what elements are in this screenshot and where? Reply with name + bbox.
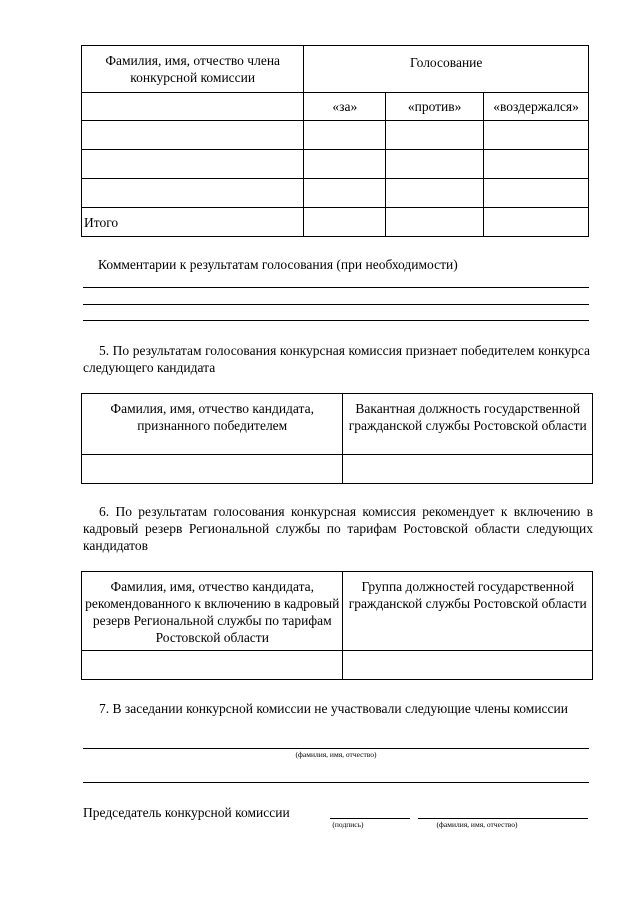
section6-text: 6. По результатам голосования конкурсная комиссия рекомендует к включению в кадровый резерв Региональной службы по тарифам Ростовской области следующих кандидатов: [83, 504, 593, 553]
comments-label: Комментарии к результатам голосования (при необходимости): [98, 257, 458, 272]
voting-cell[interactable]: [304, 150, 386, 179]
section5-text: 5. По результатам голосования конкурсная комиссия признает победителем конкурса следующего кандидата: [83, 343, 590, 375]
voting-table: [81, 45, 589, 237]
voting-subheader-empty: [82, 93, 304, 121]
voting-col-abstain: «воздержался»: [484, 93, 589, 121]
voting-cell[interactable]: [82, 179, 304, 208]
voting-cell[interactable]: [386, 150, 484, 179]
voting-cell[interactable]: [484, 121, 589, 150]
chairman-signature-line[interactable]: [330, 818, 410, 819]
chairman-name-line[interactable]: [418, 818, 588, 819]
chairman-label: Председатель конкурсной комиссии: [83, 805, 290, 820]
chairman-name-caption: (фамилия, имя, отчество): [436, 820, 518, 829]
voting-cell[interactable]: [304, 179, 386, 208]
table-row: [82, 651, 593, 680]
voting-cell[interactable]: [386, 208, 484, 237]
comments-line-3[interactable]: [83, 320, 589, 321]
section7-text: 7. В заседании конкурсной комиссии не участвовали следующие члены комиссии: [99, 701, 568, 716]
voting-cell[interactable]: [304, 208, 386, 237]
voting-col-against: «против»: [386, 93, 484, 121]
reserve-group-cell[interactable]: [343, 651, 593, 680]
voting-cell[interactable]: [484, 208, 589, 237]
winner-table: [81, 393, 593, 484]
winner-col-position: Вакантная должность государственной гражданской службы Ростовской области: [343, 394, 593, 455]
table-row: [82, 121, 589, 150]
voting-cell[interactable]: [82, 150, 304, 179]
voting-col-for: «за»: [304, 93, 386, 121]
table-row: [82, 179, 589, 208]
absent-members-line-1[interactable]: [83, 748, 589, 749]
voting-header-name: Фамилия, имя, отчество члена конкурсной комиссии: [82, 46, 304, 93]
winner-position-cell[interactable]: [343, 455, 593, 484]
absent-members-caption: (фамилия, имя, отчество): [295, 750, 377, 759]
voting-cell[interactable]: [386, 121, 484, 150]
chairman-signature-caption: (подпись): [332, 820, 364, 829]
voting-cell[interactable]: [82, 121, 304, 150]
reserve-name-cell[interactable]: [82, 651, 343, 680]
voting-cell[interactable]: [484, 150, 589, 179]
reserve-col-name: Фамилия, имя, отчество кандидата, рекомендованного к включению в кадровый резерв Региональной службы по тарифам Ростовской области: [82, 572, 343, 651]
absent-members-line-2[interactable]: [83, 782, 589, 783]
winner-name-cell[interactable]: [82, 455, 343, 484]
table-row-total: [82, 208, 589, 237]
comments-line-2[interactable]: [83, 304, 589, 305]
voting-header-vote: Голосование: [304, 46, 589, 93]
reserve-col-group: Группа должностей государственной гражданской службы Ростовской области: [343, 572, 593, 651]
reserve-table: [81, 571, 593, 680]
voting-cell[interactable]: [304, 121, 386, 150]
voting-cell[interactable]: [386, 179, 484, 208]
table-row: [82, 455, 593, 484]
table-row: [82, 150, 589, 179]
comments-line-1[interactable]: [83, 287, 589, 288]
voting-cell[interactable]: [484, 179, 589, 208]
winner-col-name: Фамилия, имя, отчество кандидата, признанного победителем: [82, 394, 343, 455]
voting-total-label: Итого: [82, 208, 304, 237]
